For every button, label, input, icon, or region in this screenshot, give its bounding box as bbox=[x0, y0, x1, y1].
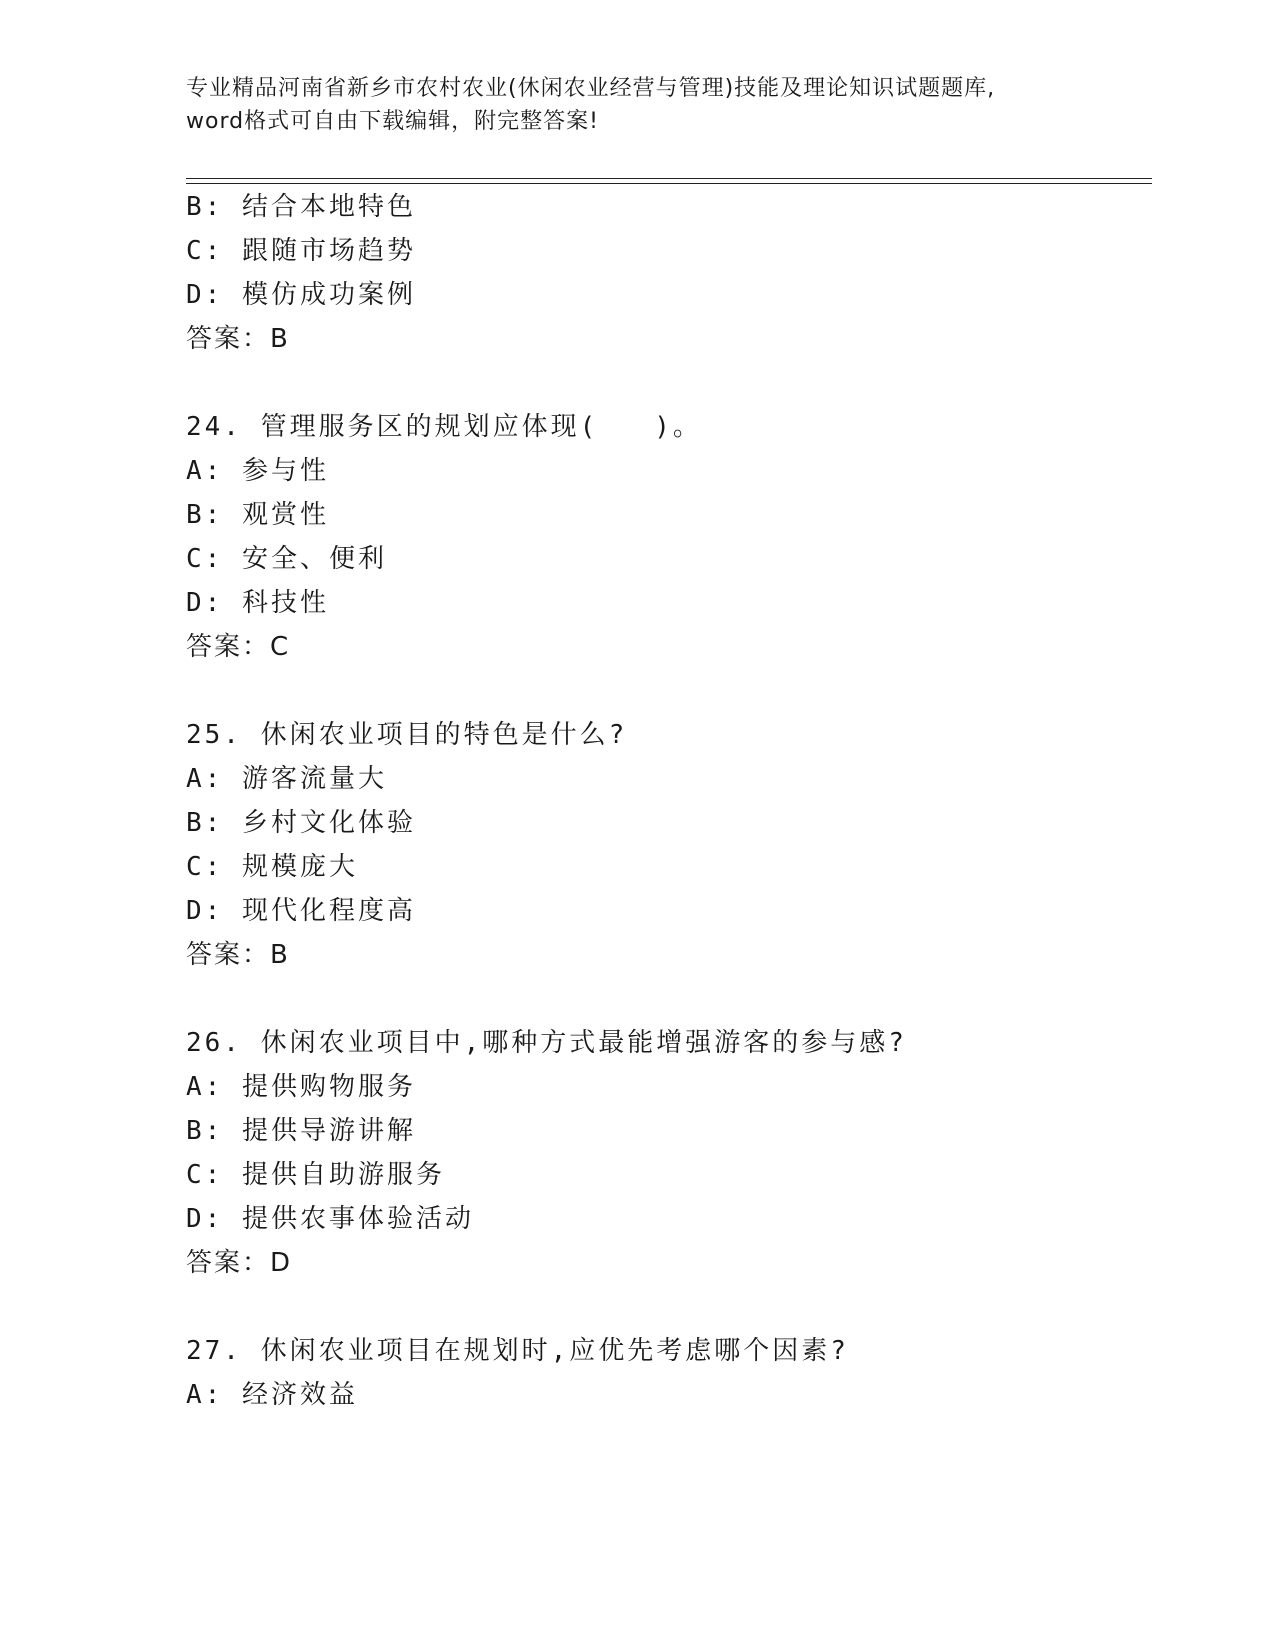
option-a: A: 经济效益 bbox=[186, 1380, 358, 1410]
header-title-line: 专业精品河南省新乡市农村农业(休闲农业经营与管理)技能及理论知识试题题库, bbox=[186, 76, 996, 101]
question-stem: 25. 休闲农业项目的特色是什么? bbox=[186, 720, 628, 750]
option-c: C: 安全、便利 bbox=[186, 544, 387, 574]
header-divider-top bbox=[186, 178, 1152, 179]
document-header bbox=[186, 72, 1086, 138]
option-b: B: 观赏性 bbox=[186, 500, 329, 530]
option-c: C: 提供自助游服务 bbox=[186, 1160, 445, 1190]
header-subtitle-line: word格式可自由下载编辑，附完整答案! bbox=[186, 109, 599, 134]
option-a: A: 游客流量大 bbox=[186, 764, 387, 794]
option-d: D: 现代化程度高 bbox=[186, 896, 416, 926]
option-d: D: 科技性 bbox=[186, 588, 329, 618]
question-stem: 24. 管理服务区的规划应体现( )。 bbox=[186, 412, 702, 442]
option-b: B: 乡村文化体验 bbox=[186, 808, 416, 838]
answer-line: 答案：C bbox=[186, 632, 291, 662]
header-divider-bottom bbox=[186, 183, 1152, 184]
option-b: B: 结合本地特色 bbox=[186, 192, 416, 222]
answer-line: 答案：B bbox=[186, 324, 290, 354]
answer-line: 答案：B bbox=[186, 940, 290, 970]
answer-line: 答案：D bbox=[186, 1248, 293, 1278]
question-stem: 27. 休闲农业项目在规划时,应优先考虑哪个因素? bbox=[186, 1336, 849, 1366]
option-d: D: 提供农事体验活动 bbox=[186, 1204, 474, 1234]
option-c: C: 规模庞大 bbox=[186, 852, 358, 882]
option-c: C: 跟随市场趋势 bbox=[186, 236, 416, 266]
option-b: B: 提供导游讲解 bbox=[186, 1116, 416, 1146]
option-d: D: 模仿成功案例 bbox=[186, 280, 416, 310]
option-a: A: 参与性 bbox=[186, 456, 329, 486]
question-stem: 26. 休闲农业项目中,哪种方式最能增强游客的参与感? bbox=[186, 1028, 907, 1058]
option-a: A: 提供购物服务 bbox=[186, 1072, 416, 1102]
